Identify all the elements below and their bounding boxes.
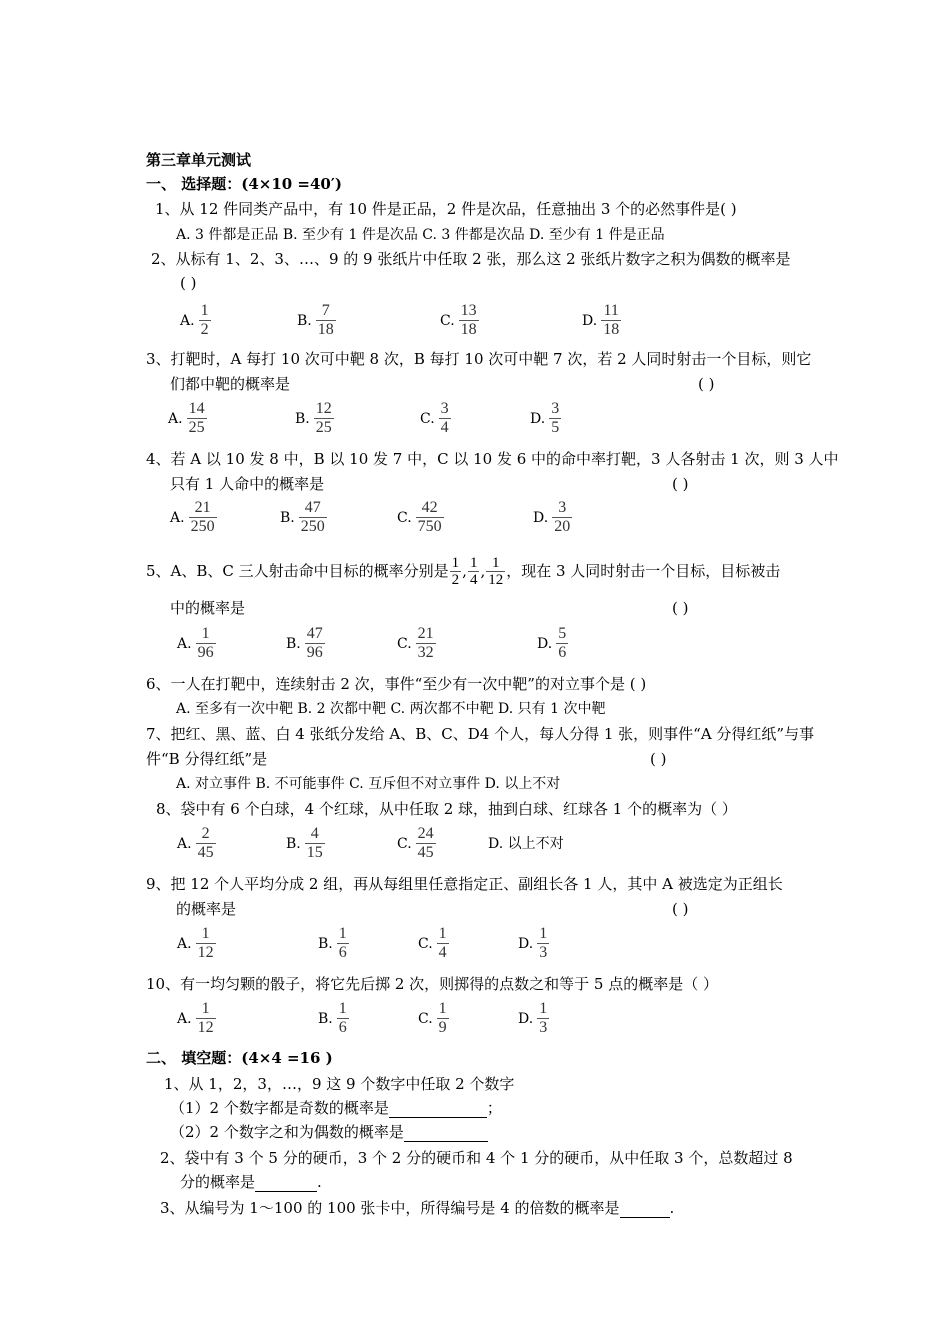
section-choice-heading: 一、 选择题：(4×10 =40′): [146, 175, 342, 193]
option-d: D. $\frac{11}{18}$: [582, 302, 620, 338]
question-2-paren: ( ): [180, 274, 197, 292]
option-b: B. $\frac{4}{15}$: [286, 825, 323, 861]
question-4-paren: ( ): [672, 475, 689, 493]
option-a: A. $\frac{14}{25}$: [168, 400, 205, 436]
fill-question-3: 3、从编号为 1～100 的 100 张卡中，所得编号是 4 的倍数的概率是 .: [160, 1199, 675, 1217]
fill-question-1: 1、从 1，2，3，…，9 这 9 个数字中任取 2 个数字: [164, 1075, 515, 1093]
question-10: 10、有一均匀颗的骰子，将它先后掷 2 次，则掷得的点数之和等于 5 点的概率是（ ）: [146, 975, 719, 993]
option-c: C. $\frac{24}{45}$: [397, 825, 434, 861]
page-title: 第三章单元测试: [146, 151, 252, 169]
option-a: A. $\frac{2}{45}$: [177, 825, 214, 861]
question-6-options: A. 至多有一次中靶 B. 2 次都中靶 C. 两次都不中靶 D. 只有 1 次中靶: [176, 701, 606, 717]
option-b: B. $\frac{1}{6}$: [318, 1000, 347, 1036]
question-4-line2: 只有 1 人命中的概率是: [170, 475, 325, 493]
question-9-line2: 的概率是: [176, 900, 237, 918]
question-3-paren: ( ): [698, 375, 715, 393]
option-c: C. $\frac{3}{4}$: [420, 400, 449, 436]
question-4: 4、若 A 以 10 发 8 中，B 以 10 发 7 中，C 以 10 发 6 中的命中率打靶，3 人各射击 1 次，则 3 人中: [146, 450, 839, 468]
question-1: 1、从 12 件同类产品中，有 10 件是正品，2 件是次品，任意抽出 3 个的必然事件是( ): [155, 200, 737, 218]
option-b: B. $\frac{7}{18}$: [297, 302, 334, 338]
fill-question-1-part-2: （2）2 个数字之和为偶数的概率是: [170, 1122, 488, 1142]
option-a: A. $\frac{1}{96}$: [177, 625, 214, 661]
option-a: A. $\frac{1}{2}$: [180, 302, 209, 338]
option-c: C. $\frac{13}{18}$: [440, 302, 477, 338]
question-5-paren: ( ): [672, 599, 689, 617]
option-d: D. $\frac{5}{6}$: [537, 625, 567, 661]
answer-blank[interactable]: [389, 1101, 487, 1118]
option-d: D. $\frac{1}{3}$: [518, 925, 548, 961]
option-d: D. $\frac{1}{3}$: [518, 1000, 548, 1036]
fill-question-1-part-1: （1）2 个数字都是奇数的概率是 ；: [170, 1099, 502, 1117]
question-9-paren: ( ): [672, 900, 689, 918]
option-d: D. $\frac{3}{5}$: [530, 400, 560, 436]
option-b: B. $\frac{47}{96}$: [286, 625, 323, 661]
option-b: B. $\frac{12}{25}$: [295, 400, 332, 436]
answer-blank[interactable]: [620, 1201, 670, 1218]
option-d: D. $\frac{3}{20}$: [533, 499, 571, 535]
option-b: B. $\frac{1}{6}$: [318, 925, 347, 961]
question-1-options: A. 3 件都是正品 B. 至少有 1 件是次品 C. 3 件都是次品 D. 至少有 1 件是正品: [176, 227, 665, 243]
option-c: C. $\frac{1}{9}$: [418, 1000, 447, 1036]
question-5-line2: 中的概率是: [170, 599, 246, 617]
question-7-line2: 件“B 分得红纸”是: [146, 750, 268, 768]
option-d: D. 以上不对: [488, 836, 564, 852]
answer-blank[interactable]: [404, 1125, 488, 1142]
option-c: C. $\frac{42}{750}$: [397, 499, 442, 535]
question-8: 8、袋中有 6 个白球，4 个红球，从中任取 2 球，抽到白球、红球各 1 个的概率为（ ）: [156, 800, 737, 818]
question-7-options: A. 对立事件 B. 不可能事件 C. 互斥但不对立事件 D. 以上不对: [176, 776, 561, 792]
question-2: 2、从标有 1、2、3、…、9 的 9 张纸片中任取 2 张，那么这 2 张纸片数字之积为偶数的概率是: [151, 250, 791, 268]
option-a: A. $\frac{1}{12}$: [177, 925, 214, 961]
question-3-line2: 们都中靶的概率是: [170, 375, 291, 393]
question-7-paren: ( ): [650, 750, 667, 768]
question-7: 7、把红、黑、蓝、白 4 张纸分发给 A、B、C、D4 个人，每人分得 1 张，则事件“A 分得红纸”与事: [146, 725, 815, 743]
option-a: A. $\frac{21}{250}$: [170, 499, 215, 535]
question-3: 3、打靶时，A 每打 10 次可中靶 8 次，B 每打 10 次可中靶 7 次，若 2 人同时射击一个目标，则它: [146, 350, 812, 368]
fill-question-2-line2: 分的概率是 .: [180, 1173, 322, 1191]
fill-question-2: 2、袋中有 3 个 5 分的硬币，3 个 2 分的硬币和 4 个 1 分的硬币，从中任取 3 个，总数超过 8: [160, 1149, 793, 1167]
section-fill-heading: 二、 填空题：(4×4 =16 ): [146, 1049, 333, 1067]
option-c: C. $\frac{21}{32}$: [397, 625, 434, 661]
option-b: B. $\frac{47}{250}$: [280, 499, 325, 535]
question-9: 9、把 12 个人平均分成 2 组，再从每组里任意指定正、副组长各 1 人，其中 A 被选定为正组长: [146, 875, 783, 893]
question-5: 5、A、B、C 三人射击命中目标的概率分别是 1 2 , 1 4 , 1 12 ，现在 3 人同时射击一个目标，目标被击: [146, 554, 781, 588]
option-c: C. $\frac{1}{4}$: [418, 925, 447, 961]
question-6: 6、一人在打靶中，连续射击 2 次，事件“至少有一次中靶”的对立事个是 ( ): [146, 675, 647, 693]
option-a: A. $\frac{1}{12}$: [177, 1000, 214, 1036]
answer-blank[interactable]: [255, 1175, 317, 1192]
